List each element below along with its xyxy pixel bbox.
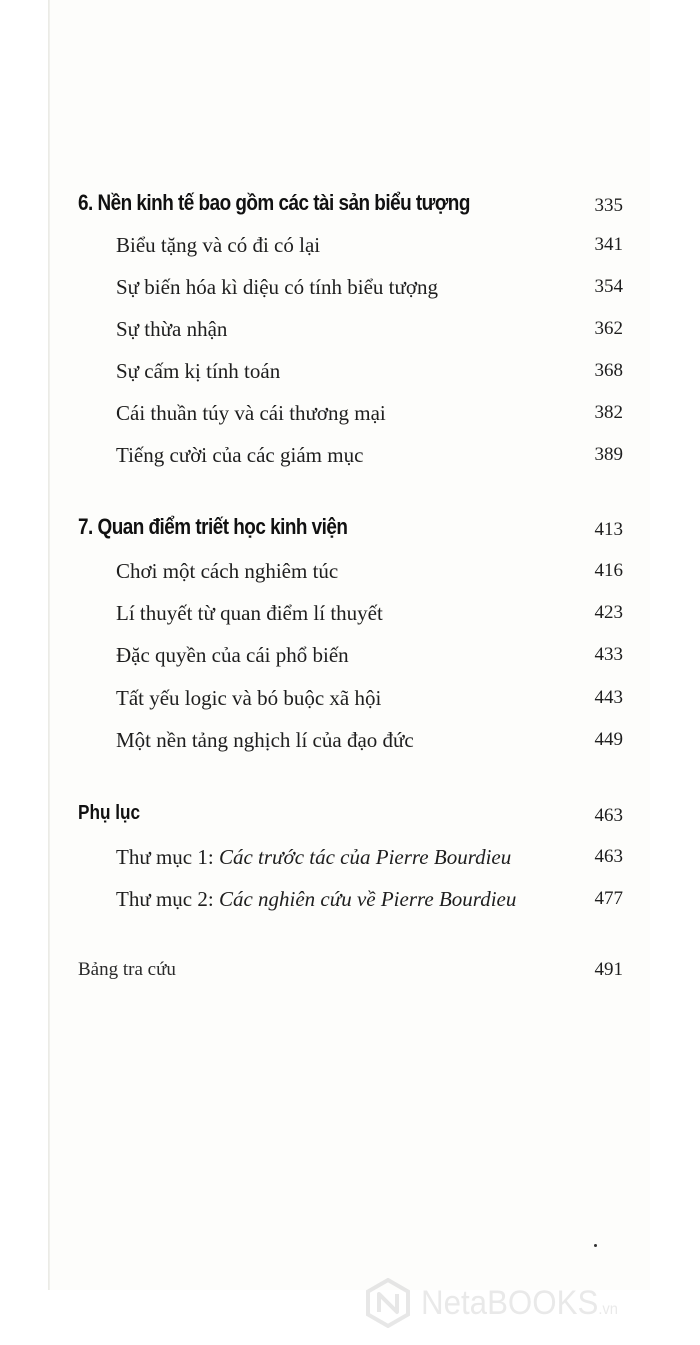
appendix-item-italic: Các trước tác của Pierre Bourdieu [218,845,512,869]
section-title: Tiếng cười của các giám mục [116,443,364,467]
page-number: 335 [594,195,623,216]
appendix-title: Phụ lục [78,802,141,824]
netabooks-watermark [363,1278,635,1328]
page-number: 413 [594,519,623,540]
page-number: 382 [594,402,623,423]
section-title: Đặc quyền của cái phổ biến [116,643,349,667]
page-number: 389 [594,444,623,465]
chapter-title: 6. Nền kinh tế bao gồm các tài sản biểu tượng [78,190,470,215]
appendix-item-prefix: Thư mục 1: [116,845,219,869]
page-number: 362 [594,318,623,339]
netabooks-logo-icon [363,1278,413,1328]
page-number: 463 [594,846,623,867]
toc-section [78,358,623,394]
page-number: 449 [594,729,623,750]
page-number: 491 [594,959,623,980]
section-title: Tất yếu logic và bó buộc xã hội [116,686,382,710]
toc-section [78,400,623,436]
toc-section [78,685,623,721]
toc-chapter-7 [78,515,623,551]
toc-chapter-6 [78,191,623,227]
index-title: Bảng tra cứu [78,959,176,980]
toc-index [78,957,623,993]
page-number: 477 [594,888,623,909]
page-number: 443 [594,687,623,708]
page-number: 368 [594,360,623,381]
page-number: 423 [594,602,623,623]
section-title: Sự cấm kị tính toán [116,359,281,383]
page-number: 416 [594,560,623,581]
section-title: Sự biến hóa kì diệu có tính biểu tượng [116,275,438,299]
toc-appendix-item [78,886,623,922]
toc-section [78,558,623,594]
watermark-text [421,1284,618,1323]
section-title: Biểu tặng và có đi có lại [116,233,321,257]
toc-section [78,727,623,763]
appendix-item-title [116,886,516,912]
toc-section [78,274,623,310]
toc-appendix-item [78,844,623,880]
toc-appendix [78,801,623,837]
page-number: 354 [594,276,623,297]
watermark-brand: NetaBOOKS [421,1283,599,1322]
page-number: 463 [594,805,623,826]
section-title: Cái thuần túy và cái thương mại [116,401,386,425]
page-number: 341 [594,234,623,255]
section-title: Sự thừa nhận [116,317,228,341]
toc-section [78,316,623,352]
watermark-suffix: .vn [598,1300,618,1318]
toc-section [78,442,623,478]
appendix-item-prefix: Thư mục 2: [116,887,219,911]
toc-section [78,600,623,636]
appendix-item-italic: Các nghiên cứu về Pierre Bourdieu [218,887,517,911]
chapter-title: 7. Quan điểm triết học kinh viện [78,514,348,539]
section-title: Chơi một cách nghiêm túc [116,559,339,583]
section-title: Một nền tảng nghịch lí của đạo đức [116,728,414,752]
toc-section [78,232,623,268]
appendix-item-title [116,844,511,870]
page-number: 433 [594,644,623,665]
page-speck [594,1244,597,1247]
section-title: Lí thuyết từ quan điểm lí thuyết [116,601,383,625]
toc-section [78,642,623,678]
